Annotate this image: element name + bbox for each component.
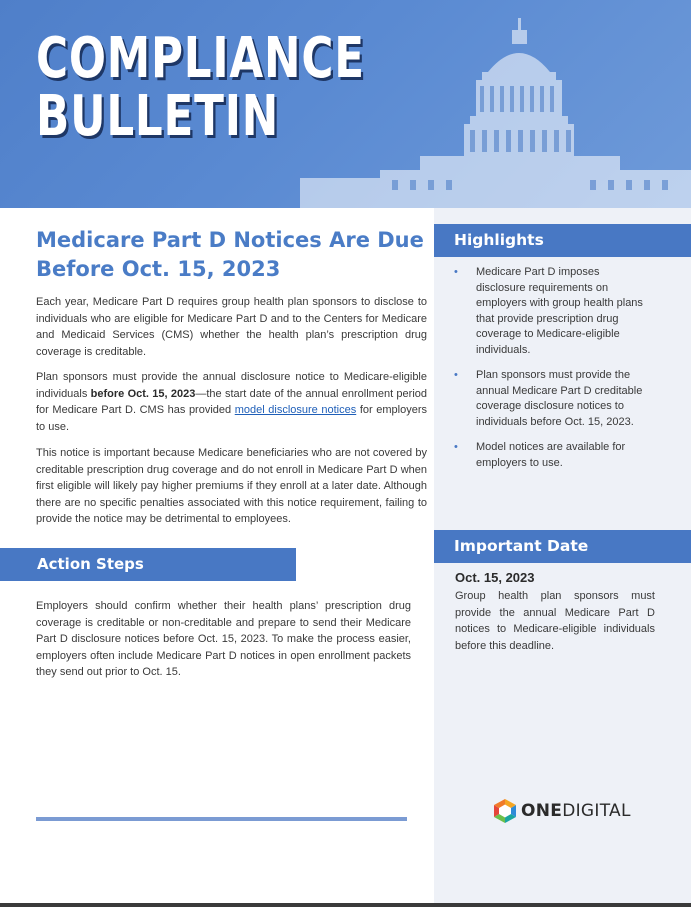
bullet-icon: • <box>454 266 458 278</box>
deadline-emphasis: before Oct. 15, 2023 <box>90 387 196 400</box>
action-steps-body: Employers should confirm whether their health plans’ prescription drug coverage is creditable or non-creditable and prepare to send their Medicare Part D disclosure notices before Oct. 15, 2023. To make the process easier, employers often include Medicare Part D notices in open enrollment packets they send out prior to Oct. 15. <box>36 600 411 678</box>
highlight-item <box>452 265 652 358</box>
highlight-item <box>452 368 652 430</box>
highlights-heading: Highlights <box>434 224 691 257</box>
highlights-list <box>452 265 652 481</box>
article-paragraph-2-text-b: —the start date of the annual enrollment period for Medicare Part D. CMS has provided <box>36 387 427 416</box>
article-paragraph-1: Each year, Medicare Part D requires group health plan sponsors to disclose to individuals who are eligible for Medicare Part D and to the Centers for Medicare and Medicaid Services (CMS) whether the health plan’s prescription drug coverage is creditable. <box>36 296 427 358</box>
onedigital-logo <box>494 798 631 824</box>
onedigital-logo-icon <box>494 799 516 823</box>
article-title-line-2: Before Oct. 15, 2023 <box>36 257 281 281</box>
highlight-text: Model notices are available for employers to use. <box>476 441 626 469</box>
onedigital-logo-text <box>521 801 631 821</box>
header-banner <box>0 0 691 208</box>
important-date-value: Oct. 15, 2023 <box>455 570 535 585</box>
article-paragraph-2-text-a: Plan sponsors must provide the annual disclosure notice to Medicare-eligible individuals <box>36 371 427 400</box>
article-paragraph-2-text-c: for employers to use. <box>36 404 427 433</box>
action-steps-heading: Action Steps <box>0 548 296 581</box>
article-title-line-1: Medicare Part D Notices Are Due <box>36 228 424 252</box>
highlight-text: Medicare Part D imposes disclosure requirements on employers with group health plans that provide prescription drug coverage to Medicare-eligible individuals. <box>476 266 643 356</box>
logo-word-regular: DIGITAL <box>562 801 631 821</box>
article-paragraph-3: This notice is important because Medicare beneficiaries who are not covered by creditable prescription drug coverage and do not enroll in Medicare Part D when first eligible will likely pay higher premiums if they enroll at a later date. Although there are no specific penalties associated with this notice requirement, failing to provide the notice may be detrimental to employees. <box>36 447 427 525</box>
important-date-heading: Important Date <box>434 530 691 563</box>
highlight-item <box>452 440 652 471</box>
logo-word-bold: ONE <box>521 801 563 821</box>
highlight-text: Plan sponsors must provide the annual Medicare Part D creditable coverage disclosure notices to individuals before Oct. 15, 2023. <box>476 369 643 428</box>
bullet-icon: • <box>454 369 458 381</box>
bullet-icon: • <box>454 441 458 453</box>
page-bottom-border <box>0 903 691 907</box>
article-title <box>36 226 426 284</box>
section-divider <box>36 817 407 821</box>
important-date-body: Group health plan sponsors must provide the annual Medicare Part D notices to Medicare-eligible individuals before this deadline. <box>455 590 655 652</box>
masthead-line-1: COMPLIANCE <box>36 26 365 91</box>
masthead-title <box>36 26 365 149</box>
article-paragraph-2 <box>36 369 427 435</box>
model-notices-link[interactable]: model disclosure notices <box>234 404 357 416</box>
masthead-line-2: BULLETIN <box>36 84 280 149</box>
